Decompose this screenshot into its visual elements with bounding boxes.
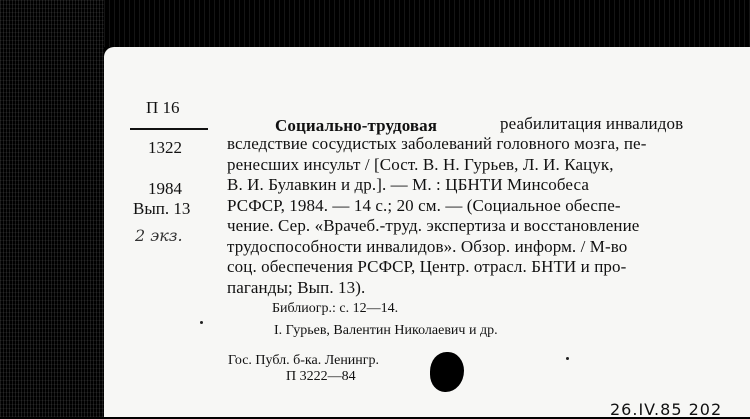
bibliography-note: Библиогр.: с. 12—14. [272,301,399,316]
entry-line-0: реабилитация инвалидов [500,114,684,133]
speck [566,357,569,360]
entry-line-8: паганды; Вып. 13). [227,278,366,297]
scan-border-top [104,0,750,47]
entry-line-3: В. И. Булавкин и др.]. — М. : ЦБНТИ Минсобеса [227,175,589,194]
entry-title: Социально-трудовая [275,116,438,135]
speck [200,321,203,324]
entry-line-7: соц. обеспечения РСФСР, Центр. отрасл. БНТИ и про- [227,257,627,276]
entry-line-2: ренесших инсульт / [Сост. В. Н. Гурьев, Л. И. Кацук, [227,155,614,174]
entry-line-5: чение. Сер. «Врачеб.-труд. экспертиза и восстановление [227,216,640,235]
call-divider [130,128,208,130]
scan-border-left [0,0,104,417]
entry-line-4: РСФСР, 1984. — 14 с.; 20 см. — (Социальное обеспе- [227,196,621,215]
entry-line-1: вследствие сосудистых заболеваний головного мозга, пе- [227,134,647,153]
date-stamp: 26.IV.85 202 [610,400,723,419]
call-year: 1984 [148,179,182,198]
handwritten-note: 2 экз. [135,226,183,245]
library-code: П 3222—84 [286,369,356,384]
entry-line-6: трудоспособности инвалидов». Обзор. информ. / М-во [227,237,628,256]
tracing-line: I. Гурьев, Валентин Николаевич и др. [274,323,498,338]
call-issue: Вып. 13 [133,199,191,218]
call-number: 1322 [148,138,182,157]
library-line: Гос. Публ. б-ка. Ленингр. [228,353,380,368]
call-code: П 16 [146,98,180,117]
